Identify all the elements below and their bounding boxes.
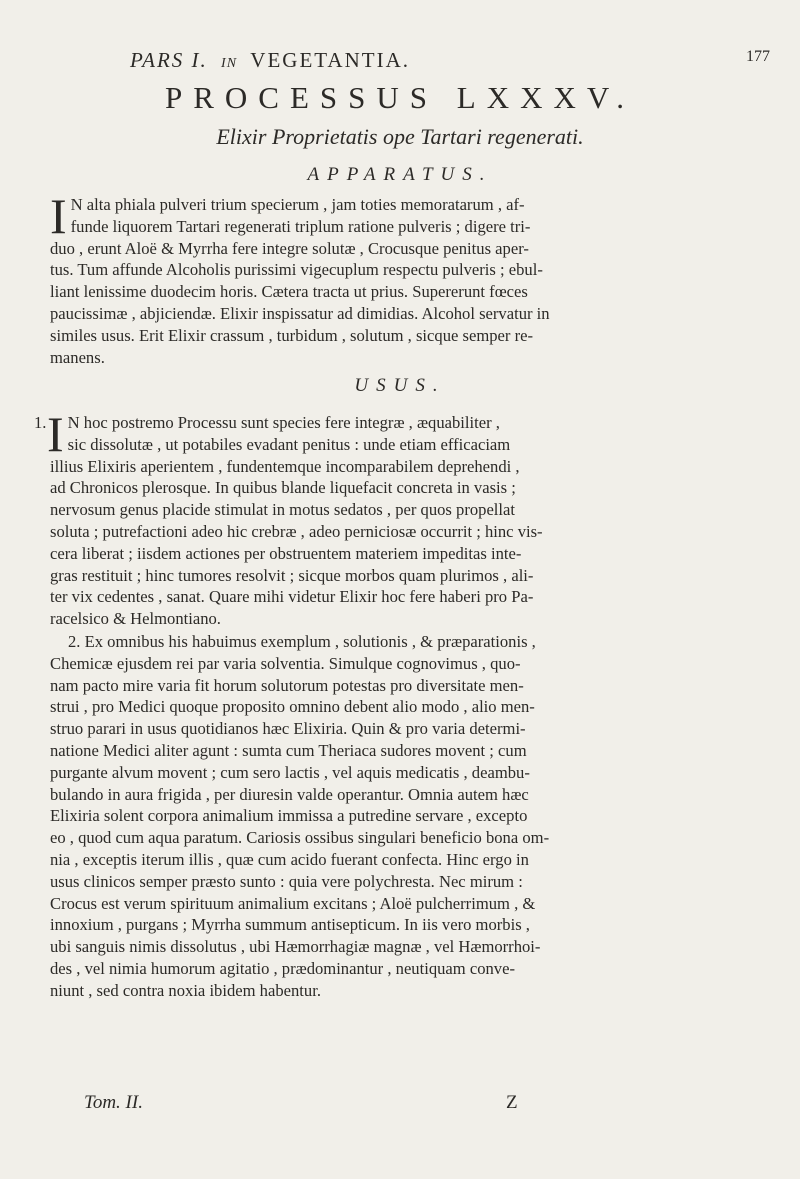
text-line: tus. Tum affunde Alcoholis purissimi vigecuplum respectu pulveris ; ebul- bbox=[50, 260, 543, 280]
text-line: liant lenissime duodecim horis. Cætera tracta ut prius. Supererunt fœces bbox=[50, 282, 528, 302]
text-line: innoxium , purgans ; Myrrha summum antisepticum. In iis vero morbis , bbox=[50, 915, 530, 935]
running-head bbox=[130, 48, 770, 74]
usus-heading: USUS. bbox=[354, 375, 446, 396]
text-line: racelsico & Helmontiano. bbox=[50, 609, 221, 629]
volume-marker: Tom. II. bbox=[84, 1092, 143, 1113]
text-line: N hoc postremo Processu sunt species fere integræ , æquabiliter , bbox=[67, 413, 500, 432]
process-title: PROCESSUS LXXXV. bbox=[164, 80, 635, 115]
text-line: manens. bbox=[50, 347, 105, 367]
text-line: cera liberat ; iisdem actiones per obstruentem materiem impeditas inte- bbox=[50, 543, 522, 563]
process-subtitle: Elixir Proprietatis ope Tartari regenerati. bbox=[216, 124, 584, 149]
text-line: purgante alvum movent ; cum sero lactis , vel aquis medicatis , deambu- bbox=[50, 762, 530, 782]
text-line: duo , erunt Aloë & Myrrha fere integre solutæ , Crocusque penitus aper- bbox=[50, 238, 529, 258]
text-line: funde liquorem Tartari regenerati triplum ratione pulveris ; digere tri- bbox=[70, 216, 531, 236]
running-head-section bbox=[130, 48, 410, 73]
text-line: paucissimæ , abjiciendæ. Elixir inspissatur ad dimidias. Alcohol servatur in bbox=[50, 303, 550, 323]
usus-paragraph-2 bbox=[50, 631, 755, 1002]
text-line: niunt , sed contra noxia ibidem habentur. bbox=[50, 980, 321, 1000]
text-line: strui , pro Medici quoque proposito omnino debent alio modo , alio men- bbox=[50, 697, 535, 717]
text-line: illius Elixiris aperientem , fundentemque incomparabilem deprehendi , bbox=[50, 456, 520, 476]
text-line: bulando in aura frigida , per diuresin valde operantur. Omnia autem hæc bbox=[50, 784, 529, 804]
signature-mark: Z bbox=[506, 1092, 518, 1113]
text-line: Chemicæ ejusdem rei par varia solventia. Simulque cognovimus , quo- bbox=[50, 653, 521, 673]
text-line: nam pacto mire varia fit horum solutorum potestas pro diversitate men- bbox=[50, 675, 524, 695]
text-line: soluta ; putrefactioni adeo hic crebræ , adeo perniciosæ occurrit ; hinc vis- bbox=[50, 521, 543, 541]
text-line: gras restituit ; hinc tumores resolvit ; sicque morbos quam plurimos , ali- bbox=[50, 565, 534, 585]
text-line: Elixiria solent corpora animalium immissa a putredine servare , excepto bbox=[50, 806, 528, 826]
text-line: Crocus est verum spirituum animalium excitans ; Aloë pulcherrimum , & bbox=[50, 893, 536, 913]
text-line: natione Medici aliter agunt : sumta cum Theriaca sudores movent ; cum bbox=[50, 740, 527, 760]
apparatus-dropcap: I bbox=[50, 188, 67, 244]
page-number: 177 bbox=[746, 48, 770, 65]
apparatus-heading: APPARATUS. bbox=[307, 164, 493, 185]
text-line: ubi sanguis nimis dissolutus , ubi Hæmorrhagiæ magnæ , vel Hæmorrhoi- bbox=[50, 937, 541, 957]
text-line: sic dissolutæ , ut potabiles evadant penitus : unde etiam efficaciam bbox=[67, 434, 511, 454]
text-line: ter vix cedentes , sanat. Quare mihi videtur Elixir hoc fere haberi pro Pa- bbox=[50, 587, 534, 607]
text-line: eo , quod cum aqua paratum. Cariosis ossibus singulari beneficio bona om- bbox=[50, 828, 550, 848]
apparatus-paragraph bbox=[50, 188, 755, 368]
usus-paragraph-1 bbox=[34, 406, 755, 630]
usus-dropcap: I bbox=[47, 406, 64, 462]
running-head-title: VEGETANTIA. bbox=[250, 48, 410, 72]
paragraph-number: 1. bbox=[34, 413, 47, 432]
text-line: struo parari in usus quotidianos hæc Elixiria. Quin & pro varia determi- bbox=[50, 719, 526, 739]
text-line: similes usus. Erit Elixir crassum , turbidum , solutum , sicque semper re- bbox=[50, 325, 533, 345]
text-line: ad Chronicos plerosque. In quibus blande liquefacit concreta in vasis ; bbox=[50, 478, 516, 498]
running-head-pars: PARS I. bbox=[130, 48, 208, 72]
running-head-in: IN bbox=[221, 56, 238, 71]
text-line: des , vel nimia humorum agitatio , prædominantur , neutiquam conve- bbox=[50, 958, 515, 978]
text-line: N alta phiala pulveri trium specierum , jam toties memoratarum , af- bbox=[70, 195, 525, 214]
text-line: 2. Ex omnibus his habuimus exemplum , solutionis , & præparationis , bbox=[68, 632, 536, 651]
text-line: nia , exceptis iterum illis , quæ cum acido fuerant confecta. Hinc ergo in bbox=[50, 849, 529, 869]
text-line: nervosum genus placide stimulat in motus sedatos , per quos propellat bbox=[50, 500, 516, 520]
text-line: usus clinicos semper præsto sunto : quia vere polychresta. Nec mirum : bbox=[50, 871, 523, 891]
